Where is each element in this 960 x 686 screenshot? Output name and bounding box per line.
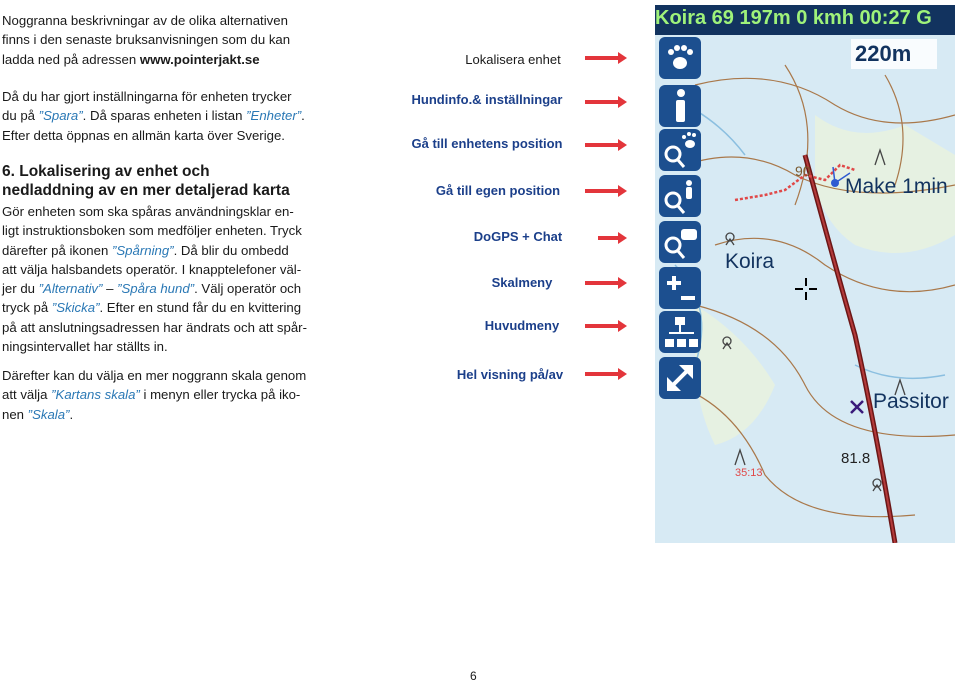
arrow-icon [585, 56, 621, 60]
label-goto-own: Gå till egen position [435, 183, 561, 198]
section-6 [2, 162, 307, 356]
text: på att anslutningsadressen har ändrats och att spår- [2, 319, 307, 335]
status-bar-text: Koira 69 197m 0 kmh 00:27 G [655, 7, 932, 29]
term-kartans-skala: ”Kartans skala” [51, 387, 140, 403]
label-hundinfo: Hundinfo.& inställningar [411, 92, 563, 107]
page-number: 6 [470, 669, 477, 683]
text: i menyn eller trycka på iko- [139, 387, 301, 403]
website-link[interactable]: www.pointerjakt.se [139, 51, 260, 67]
section-heading: 6. Lokalisering av enhet och nedladdning av en mer detaljerad karta [2, 163, 290, 199]
term-enheter: ”Enheter” [246, 108, 302, 124]
text: ningsintervallet har ställts in. [2, 339, 168, 355]
text: . Efter en stund får du en kvittering [99, 300, 302, 316]
map-screenshot [655, 5, 955, 543]
arrow-icon [585, 143, 621, 147]
text: att välja [2, 387, 52, 403]
text: tryck på [2, 300, 52, 316]
arrow-icon [585, 324, 621, 328]
text: . Då blir du ombedd [173, 242, 289, 258]
map-time-label: 35:13 [735, 467, 763, 479]
term-sparning: ”Spårning” [111, 242, 174, 258]
arrow-icon [585, 281, 621, 285]
map-elevation: 81.8 [841, 450, 871, 467]
label-dogps: DoGPS + Chat [473, 229, 563, 244]
map-label-koira: Koira [725, 250, 775, 273]
arrow-icon [585, 189, 621, 193]
intro-line: ladda ned på adressen [2, 51, 140, 67]
term-skala: ”Skala” [27, 406, 70, 422]
text: därefter på ikonen [2, 242, 112, 258]
text: . Välj operatör och [194, 281, 302, 297]
text: – [102, 281, 118, 297]
text: Då du har gjort inställningarna för enheten trycker [2, 89, 292, 104]
text: Därefter kan du välja en mer noggrann skala genom [2, 368, 307, 383]
scale-paragraph [2, 366, 307, 424]
text: ligt instruktionsboken som medföljer enheten. Tryck [2, 223, 302, 239]
text: jer du [2, 281, 39, 297]
arrow-icon [585, 100, 621, 104]
intro-line: finns i den senaste bruksanvisningen som du kan [2, 32, 291, 48]
text: nen [2, 406, 28, 422]
term-skicka: ”Skicka” [51, 300, 100, 316]
intro-line: Noggranna beskrivningar av de olika alternativen [2, 13, 288, 28]
text: . Då sparas enheten i listan [82, 108, 247, 124]
map-label-make: Make 1min [845, 175, 948, 198]
arrow-icon [585, 372, 621, 376]
label-goto-unit: Gå till enhetens position [411, 136, 563, 151]
arrow-icon [598, 236, 621, 240]
label-main-menu: Huvudmeny [484, 318, 560, 333]
text: Gör enheten som ska spåras användningsklar en- [2, 204, 294, 219]
term-alternativ: ”Alternativ” [38, 281, 103, 297]
text: du på [2, 108, 39, 124]
label-locate-unit: Lokalisera enhet [465, 52, 561, 67]
save-paragraph [2, 87, 307, 145]
text: Efter detta öppnas en allmän karta över Sverige. [2, 127, 285, 143]
intro-paragraph [2, 11, 307, 69]
term-spara: ”Spara” [38, 108, 83, 124]
map-canvas [655, 5, 955, 543]
text: . [301, 108, 305, 124]
text: . [69, 406, 74, 422]
map-contour-label: 90 [795, 163, 811, 179]
label-scale-menu: Skalmeny [491, 275, 553, 290]
term-spara-hund: ”Spåra hund” [117, 281, 195, 297]
label-fullview: Hel visning på/av [456, 367, 564, 382]
text: att välja halsbandets operatör. I knapptelefoner väl- [2, 261, 302, 277]
map-label-passitorni: Passitor [873, 390, 949, 413]
scale-readout: 220m [855, 41, 912, 66]
